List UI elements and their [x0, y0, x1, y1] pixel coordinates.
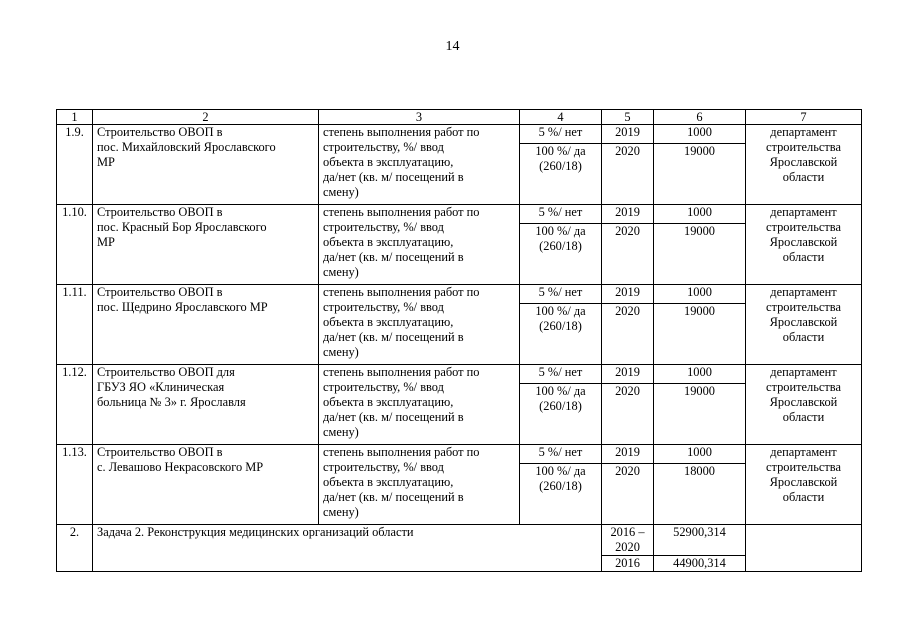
- task-amount-year: 44900,314: [654, 556, 746, 572]
- header-cell: 1: [57, 110, 93, 125]
- table-row: [57, 125, 862, 144]
- amount-2: 19000: [654, 384, 746, 445]
- amount-2: 19000: [654, 224, 746, 285]
- indicator-value-2: 100 %/ да (260/18): [520, 464, 602, 525]
- year-2: 2020: [602, 464, 654, 525]
- indicator-text: степень выполнения работ по строительству, %/ ввод объекта в эксплуатацию, да/нет (кв. м/ посещений в смену): [319, 205, 520, 285]
- header-cell: 7: [746, 110, 862, 125]
- indicator-value-1: 5 %/ нет: [520, 445, 602, 464]
- indicator-value-2: 100 %/ да (260/18): [520, 304, 602, 365]
- task-row: [57, 525, 862, 556]
- year-1: 2019: [602, 205, 654, 224]
- year-2: 2020: [602, 144, 654, 205]
- executor: департамент строительства Ярославской области: [746, 285, 862, 365]
- year-1: 2019: [602, 125, 654, 144]
- measure-name: Строительство ОВОП для ГБУЗ ЯО «Клиническая больница № 3» г. Ярославля: [93, 365, 319, 445]
- indicator-value-1: 5 %/ нет: [520, 285, 602, 304]
- amount-2: 18000: [654, 464, 746, 525]
- executor: департамент строительства Ярославской области: [746, 205, 862, 285]
- row-number: 1.10.: [57, 205, 93, 285]
- amount-2: 19000: [654, 304, 746, 365]
- year-1: 2019: [602, 445, 654, 464]
- measure-name: Строительство ОВОП в пос. Красный Бор Ярославского МР: [93, 205, 319, 285]
- measure-name: Строительство ОВОП в с. Левашово Некрасовского МР: [93, 445, 319, 525]
- table-row: [57, 205, 862, 224]
- amount-1: 1000: [654, 285, 746, 304]
- row-number: 1.12.: [57, 365, 93, 445]
- task-year: 2016: [602, 556, 654, 572]
- task-title: Задача 2. Реконструкция медицинских организаций области: [93, 525, 602, 572]
- indicator-value-1: 5 %/ нет: [520, 205, 602, 224]
- indicator-value-2: 100 %/ да (260/18): [520, 224, 602, 285]
- executor: департамент строительства Ярославской области: [746, 365, 862, 445]
- measure-name: Строительство ОВОП в пос. Щедрино Ярославского МР: [93, 285, 319, 365]
- table-row: [57, 285, 862, 304]
- row-number: 1.9.: [57, 125, 93, 205]
- indicator-text: степень выполнения работ по строительству, %/ ввод объекта в эксплуатацию, да/нет (кв. м/ посещений в смену): [319, 285, 520, 365]
- header-cell: 5: [602, 110, 654, 125]
- task-amount-total: 52900,314: [654, 525, 746, 556]
- task-number: 2.: [57, 525, 93, 572]
- header-cell: 4: [520, 110, 602, 125]
- amount-1: 1000: [654, 365, 746, 384]
- year-2: 2020: [602, 304, 654, 365]
- header-cell: 2: [93, 110, 319, 125]
- year-1: 2019: [602, 285, 654, 304]
- measure-name: Строительство ОВОП в пос. Михайловский Ярославского МР: [93, 125, 319, 205]
- row-number: 1.11.: [57, 285, 93, 365]
- table-row: [57, 365, 862, 384]
- year-2: 2020: [602, 224, 654, 285]
- page-number: 14: [445, 39, 460, 54]
- indicator-text: степень выполнения работ по строительству, %/ ввод объекта в эксплуатацию, да/нет (кв. м/ посещений в смену): [319, 445, 520, 525]
- amount-1: 1000: [654, 445, 746, 464]
- amount-1: 1000: [654, 205, 746, 224]
- indicator-value-1: 5 %/ нет: [520, 365, 602, 384]
- table-row: [57, 445, 862, 464]
- indicator-text: степень выполнения работ по строительству, %/ ввод объекта в эксплуатацию, да/нет (кв. м/ посещений в смену): [319, 365, 520, 445]
- program-table: [56, 109, 862, 572]
- table-header-row: [57, 110, 862, 125]
- amount-1: 1000: [654, 125, 746, 144]
- year-2: 2020: [602, 384, 654, 445]
- indicator-text: степень выполнения работ по строительству, %/ ввод объекта в эксплуатацию, да/нет (кв. м/ посещений в смену): [319, 125, 520, 205]
- executor: департамент строительства Ярославской области: [746, 125, 862, 205]
- task-executor: [746, 525, 862, 572]
- indicator-value-2: 100 %/ да (260/18): [520, 384, 602, 445]
- indicator-value-1: 5 %/ нет: [520, 125, 602, 144]
- amount-2: 19000: [654, 144, 746, 205]
- year-1: 2019: [602, 365, 654, 384]
- header-cell: 3: [319, 110, 520, 125]
- row-number: 1.13.: [57, 445, 93, 525]
- indicator-value-2: 100 %/ да (260/18): [520, 144, 602, 205]
- executor: департамент строительства Ярославской области: [746, 445, 862, 525]
- header-cell: 6: [654, 110, 746, 125]
- task-period: 2016 – 2020: [602, 525, 654, 556]
